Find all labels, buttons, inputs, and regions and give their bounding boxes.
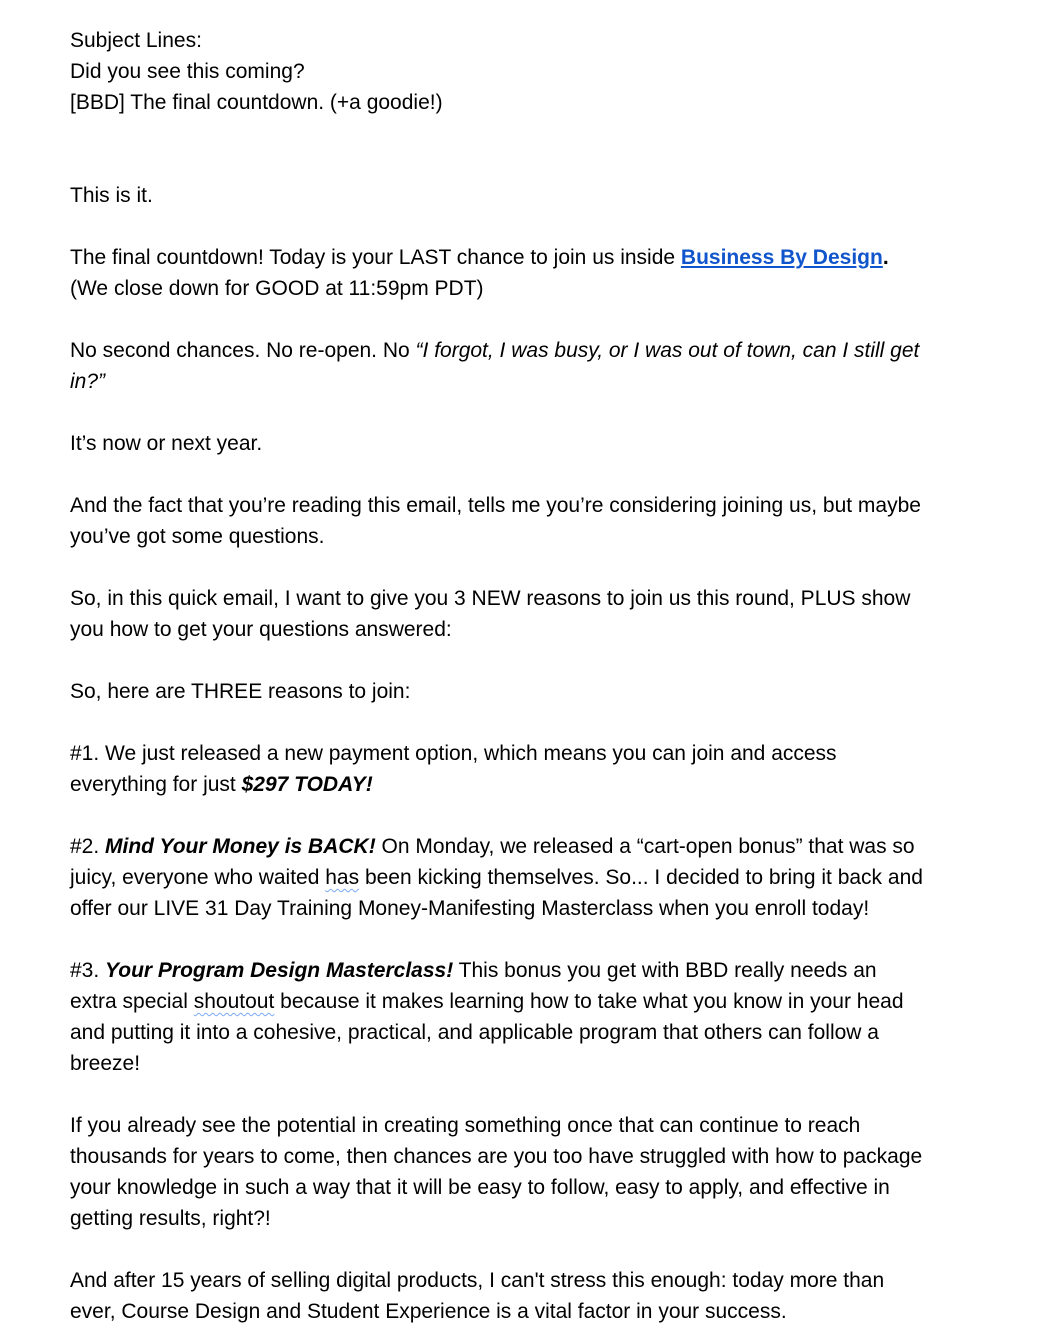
paragraph bbox=[70, 149, 1016, 180]
text-run: because it makes learning how to take what you know in your head bbox=[274, 990, 904, 1013]
text-run: $297 TODAY! bbox=[241, 773, 373, 796]
paragraph bbox=[70, 242, 1016, 304]
text-run: thousands for years to come, then chances are you too have struggled with how to package bbox=[70, 1145, 923, 1168]
paragraph bbox=[70, 335, 1016, 397]
grammar-squiggle-word: shoutout bbox=[193, 990, 275, 1013]
text-line bbox=[70, 831, 1016, 862]
text-line bbox=[70, 87, 1016, 118]
paragraph bbox=[70, 738, 1016, 800]
blank-line bbox=[70, 1079, 1016, 1110]
text-run: Subject Lines: bbox=[70, 29, 202, 52]
text-line bbox=[70, 893, 1016, 924]
paragraph bbox=[70, 490, 1016, 552]
paragraph bbox=[70, 180, 1016, 211]
text-run: The final countdown! Today is your LAST chance to join us inside bbox=[70, 246, 681, 269]
text-run: [BBD] The final countdown. (+a goodie!) bbox=[70, 91, 443, 114]
text-line bbox=[70, 335, 1016, 366]
text-run: #1. We just released a new payment option, which means you can join and access bbox=[70, 742, 837, 765]
text-line bbox=[70, 986, 1016, 1017]
blank-line bbox=[70, 118, 1016, 149]
text-line bbox=[70, 614, 1016, 645]
paragraph bbox=[70, 459, 1016, 490]
text-line bbox=[70, 1296, 1016, 1327]
text-line bbox=[70, 1110, 1016, 1141]
paragraph bbox=[70, 583, 1016, 645]
paragraph bbox=[70, 118, 1016, 149]
text-line bbox=[70, 583, 1016, 614]
blank-line bbox=[70, 304, 1016, 335]
paragraph bbox=[70, 924, 1016, 955]
paragraph bbox=[70, 1079, 1016, 1110]
text-run: And after 15 years of selling digital products, I can't stress this enough: today more than bbox=[70, 1269, 885, 1292]
text-line bbox=[70, 242, 1016, 273]
text-line bbox=[70, 738, 1016, 769]
paragraph bbox=[70, 211, 1016, 242]
blank-line bbox=[70, 645, 1016, 676]
paragraph bbox=[70, 397, 1016, 428]
text-run: your knowledge in such a way that it will be easy to follow, easy to apply, and effective in bbox=[70, 1176, 890, 1199]
text-line bbox=[70, 1141, 1016, 1172]
text-run: “I forgot, I was busy, or I was out of town, can I still get bbox=[415, 339, 920, 362]
text-line bbox=[70, 955, 1016, 986]
grammar-squiggle-word: has bbox=[325, 866, 360, 889]
text-run: in?” bbox=[70, 370, 106, 393]
text-run: This is it. bbox=[70, 184, 153, 207]
blank-line bbox=[70, 149, 1016, 180]
text-run: So, here are THREE reasons to join: bbox=[70, 680, 411, 703]
text-line bbox=[70, 1172, 1016, 1203]
text-run: breeze! bbox=[70, 1052, 141, 1075]
paragraph bbox=[70, 676, 1016, 707]
text-line bbox=[70, 180, 1016, 211]
text-run: No second chances. No re-open. No bbox=[70, 339, 416, 362]
text-line bbox=[70, 25, 1016, 56]
paragraph bbox=[70, 428, 1016, 459]
business-by-design-link[interactable]: Business By Design bbox=[680, 246, 883, 269]
text-run: It’s now or next year. bbox=[70, 432, 263, 455]
text-line bbox=[70, 273, 1016, 304]
text-run: offer our LIVE 31 Day Training Money-Manifesting Masterclass when you enroll today! bbox=[70, 897, 870, 920]
text-line bbox=[70, 56, 1016, 87]
text-line bbox=[70, 1265, 1016, 1296]
text-run: you’ve got some questions. bbox=[70, 525, 325, 548]
paragraph bbox=[70, 552, 1016, 583]
text-run: On Monday, we released a “cart-open bonus” that was so bbox=[375, 835, 915, 858]
blank-line bbox=[70, 459, 1016, 490]
text-run: So, in this quick email, I want to give you 3 NEW reasons to join us this round, PLUS show bbox=[70, 587, 911, 610]
text-line bbox=[70, 366, 1016, 397]
text-run: been kicking themselves. So... I decided to bring it back and bbox=[359, 866, 923, 889]
text-run: extra special bbox=[70, 990, 194, 1013]
paragraph bbox=[70, 645, 1016, 676]
text-run: If you already see the potential in creating something once that can continue to reach bbox=[70, 1114, 861, 1137]
text-line bbox=[70, 521, 1016, 552]
text-run: and putting it into a cohesive, practical, and applicable program that others can follow a bbox=[70, 1021, 879, 1044]
paragraph bbox=[70, 955, 1016, 1079]
text-line bbox=[70, 769, 1016, 800]
paragraph bbox=[70, 1265, 1016, 1327]
text-line bbox=[70, 1203, 1016, 1234]
paragraph bbox=[70, 831, 1016, 924]
blank-line bbox=[70, 1234, 1016, 1265]
blank-line bbox=[70, 707, 1016, 738]
text-run: ever, Course Design and Student Experience is a vital factor in your success. bbox=[70, 1300, 787, 1323]
text-run: juicy, everyone who waited bbox=[70, 866, 326, 889]
blank-line bbox=[70, 800, 1016, 831]
text-line bbox=[70, 1017, 1016, 1048]
blank-line bbox=[70, 211, 1016, 242]
paragraph bbox=[70, 707, 1016, 738]
text-run: (We close down for GOOD at 11:59pm PDT) bbox=[70, 277, 484, 300]
text-run: #2. bbox=[70, 835, 106, 858]
text-run: And the fact that you’re reading this email, tells me you’re considering joining us, but maybe bbox=[70, 494, 921, 517]
paragraph bbox=[70, 1234, 1016, 1265]
text-line bbox=[70, 490, 1016, 521]
text-run: Your Program Design Masterclass! bbox=[105, 959, 454, 982]
text-line bbox=[70, 1048, 1016, 1079]
text-line bbox=[70, 862, 1016, 893]
blank-line bbox=[70, 924, 1016, 955]
paragraph bbox=[70, 1110, 1016, 1234]
text-run: getting results, right?! bbox=[70, 1207, 271, 1230]
blank-line bbox=[70, 552, 1016, 583]
blank-line bbox=[70, 397, 1016, 428]
paragraph bbox=[70, 800, 1016, 831]
paragraph bbox=[70, 25, 1016, 118]
paragraph bbox=[70, 304, 1016, 335]
text-run: This bonus you get with BBD really needs an bbox=[453, 959, 877, 982]
text-run: you how to get your questions answered: bbox=[70, 618, 452, 641]
text-line bbox=[70, 676, 1016, 707]
text-run: Mind Your Money is BACK! bbox=[105, 835, 376, 858]
text-run: . bbox=[882, 246, 889, 269]
text-line bbox=[70, 428, 1016, 459]
text-run: #3. bbox=[70, 959, 106, 982]
text-run: Did you see this coming? bbox=[70, 60, 305, 83]
text-run: everything for just bbox=[70, 773, 242, 796]
